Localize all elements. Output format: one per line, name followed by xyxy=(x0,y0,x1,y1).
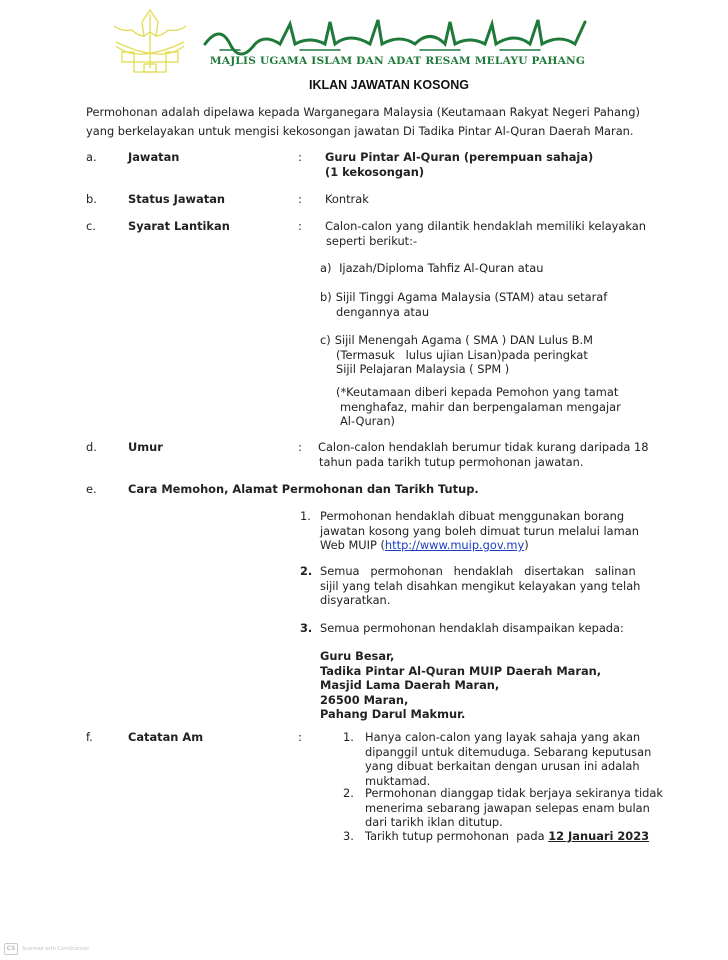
age-requirement xyxy=(318,440,648,469)
section-f-colon: : xyxy=(298,730,302,744)
qualification-text: (Termasuk lulus ujian Lisan)pada peringkat xyxy=(336,347,588,362)
step-text: Semua permohonan hendaklah disertakan salinan xyxy=(320,564,636,578)
step-text: Permohonan hendaklah dibuat menggunakan borang xyxy=(320,509,625,523)
qualifications-intro-line: seperti berikut:- xyxy=(326,233,418,248)
priority-note-line: (*Keutamaan diberi kepada Pemohon yang tamat xyxy=(336,385,619,399)
qualification-text: Sijil Tinggi Agama Malaysia (STAM) atau setaraf xyxy=(335,290,608,304)
organization-name: MAJLIS UGAMA ISLAM DAN ADAT RESAM MELAYU PAHANG xyxy=(209,55,586,67)
qualification-text: Sijil Pelajaran Malaysia ( SPM ) xyxy=(336,362,510,376)
list-marker: 3. xyxy=(300,621,313,635)
address-line: Masjid Lama Daerah Maran, xyxy=(320,678,500,692)
section-a-value xyxy=(325,150,593,179)
step-text: jawatan kosong yang boleh dimuat turun melalui laman xyxy=(320,523,639,538)
qualification-item-a xyxy=(320,261,543,275)
section-d-label: Umur xyxy=(128,440,163,454)
note-text: Hanya calon-calon yang layak sahaja yang akan xyxy=(365,730,641,744)
section-a-colon: : xyxy=(298,150,302,164)
application-step-2 xyxy=(300,564,645,608)
application-step-3 xyxy=(300,621,645,636)
list-marker: 3. xyxy=(343,829,354,843)
age-requirement-line: Calon-calon hendaklah berumur tidak kurang daripada 18 xyxy=(318,440,649,454)
note-text: Tarikh tutup permohonan pada xyxy=(365,829,549,843)
section-a-label: Jawatan xyxy=(128,150,180,164)
section-b-label: Status Jawatan xyxy=(128,192,226,206)
section-d-colon: : xyxy=(298,440,302,454)
priority-note-line: menghafaz, mahir dan berpengalaman mengajar xyxy=(340,399,621,414)
step-text: disyaratkan. xyxy=(320,593,391,607)
age-requirement-line: tahun pada tarikh tutup permohonan jawatan. xyxy=(319,454,584,469)
general-note-1 xyxy=(343,730,651,788)
note-text: menerima sebarang jawapan selepas enam bulan xyxy=(365,800,650,815)
list-marker: a) xyxy=(320,261,332,275)
priority-note-line: Al-Quran) xyxy=(340,414,395,428)
list-marker: 2. xyxy=(343,786,354,800)
section-c-colon: : xyxy=(298,219,302,233)
section-f-letter: f. xyxy=(86,730,93,744)
document-title: IKLAN JAWATAN KOSONG xyxy=(309,78,469,92)
qualification-text: Sijil Menengah Agama ( SMA ) DAN Lulus B.M xyxy=(334,333,593,347)
section-e-letter: e. xyxy=(86,482,97,496)
qualification-item-c xyxy=(320,333,593,377)
address-line: Tadika Pintar Al-Quran MUIP Daerah Maran, xyxy=(320,663,602,678)
step-text: Semua permohonan hendaklah disampaikan kepada: xyxy=(320,621,624,635)
note-text: Permohonan dianggap tidak berjaya sekiranya tidak xyxy=(365,786,663,800)
general-note-2 xyxy=(343,786,663,830)
list-marker: 2. xyxy=(300,564,313,578)
qualification-item-b xyxy=(320,290,607,319)
qualifications-intro xyxy=(325,219,646,248)
note-text: dipanggil untuk ditemuduga. Sebarang keputusan xyxy=(365,744,652,759)
closing-date: 12 Januari 2023 xyxy=(548,829,650,843)
section-b-colon: : xyxy=(298,192,302,206)
camscanner-icon: CS xyxy=(4,943,18,955)
section-f-label: Catatan Am xyxy=(128,730,204,744)
section-c-label: Syarat Lantikan xyxy=(128,219,230,233)
application-step-1 xyxy=(300,509,645,553)
list-marker: 1. xyxy=(343,730,354,744)
section-d-letter: d. xyxy=(86,440,97,454)
list-marker: 1. xyxy=(300,509,311,523)
priority-note xyxy=(336,385,621,429)
qualifications-intro-line: Calon-calon yang dilantik hendaklah memiliki kelayakan xyxy=(325,219,646,233)
step-text: Web MUIP ( xyxy=(320,538,385,552)
scanner-text: Scanned with CamScanner xyxy=(22,946,90,952)
list-marker: b) xyxy=(320,290,332,304)
muip-emblem-icon xyxy=(108,6,192,78)
qualification-text: dengannya atau xyxy=(336,304,430,319)
general-note-3 xyxy=(343,829,649,844)
address-line: Pahang Darul Makmur. xyxy=(320,707,466,721)
note-text: yang dibuat berkaitan dengan urusan ini adalah xyxy=(365,759,640,773)
section-b-letter: b. xyxy=(86,192,97,206)
address-line: Guru Besar, xyxy=(320,649,395,663)
vacancy-count: (1 kekosongan) xyxy=(325,164,425,179)
qualification-text: Ijazah/Diploma Tahfiz Al-Quran atau xyxy=(339,261,544,275)
jawi-wordmark-logo xyxy=(200,14,595,56)
muip-website-link[interactable]: http://www.muip.gov.my xyxy=(384,538,525,552)
job-title: Guru Pintar Al-Quran (perempuan sahaja) xyxy=(325,150,594,164)
list-marker: c) xyxy=(320,333,331,347)
scanner-watermark xyxy=(4,943,89,955)
address-line: 26500 Maran, xyxy=(320,692,409,707)
section-a-letter: a. xyxy=(86,150,97,164)
section-c-letter: c. xyxy=(86,219,96,233)
note-text: dari tarikh iklan ditutup. xyxy=(365,815,503,829)
mailing-address xyxy=(320,649,601,722)
step-text: sijil yang telah disahkan mengikut kelayakan yang telah xyxy=(320,578,641,593)
step-text: ) xyxy=(524,538,529,552)
intro-paragraph: Permohonan adalah dipelawa kepada Warganegara Malaysia (Keutamaan Rakyat Negeri Pahang) yang berkelayakan untuk mengisi kekosongan jawatan Di Tadika Pintar Al-Quran Daerah Maran. xyxy=(86,105,640,138)
employment-status: Kontrak xyxy=(325,192,369,206)
section-e-label: Cara Memohon, Alamat Permohonan dan Tarikh Tutup. xyxy=(128,482,479,496)
note-text: muktamad. xyxy=(365,773,431,788)
